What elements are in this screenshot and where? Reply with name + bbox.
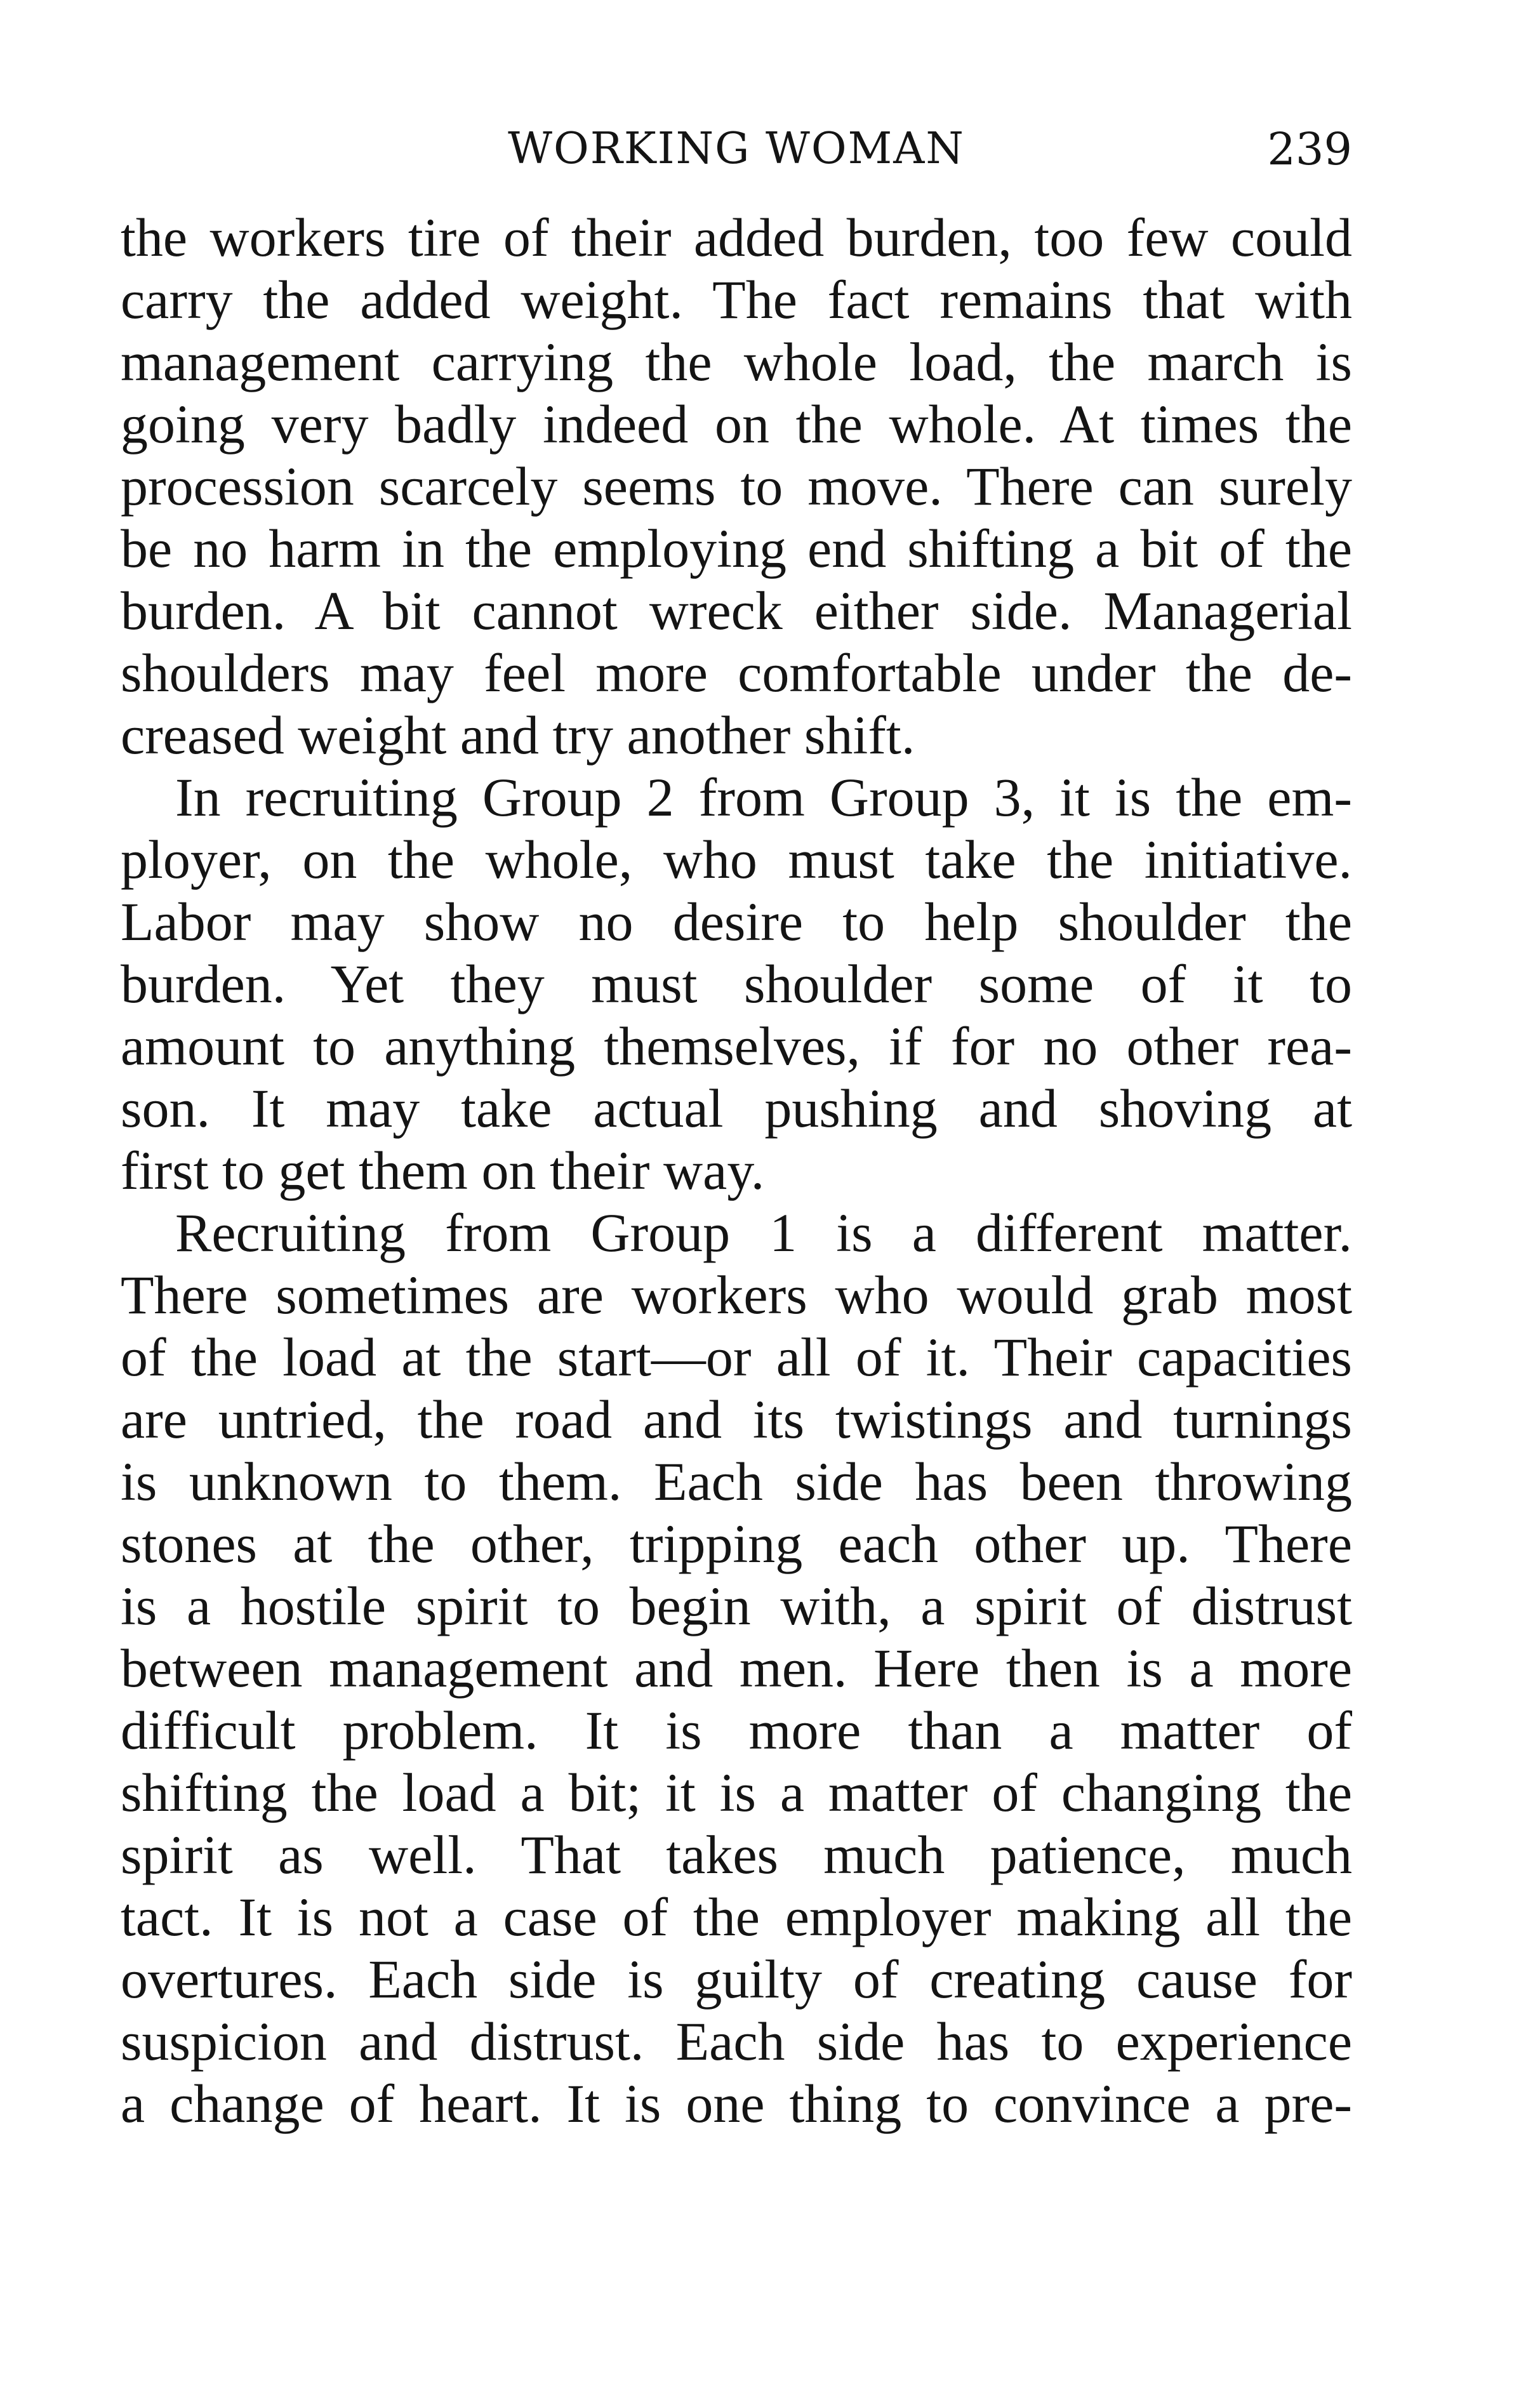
text-line: There sometimes are workers who would grab most (121, 1264, 1352, 1325)
text-line: suspicion and distrust. Each side has to experience (121, 2011, 1352, 2072)
running-head (121, 117, 1352, 181)
body-text (121, 206, 1352, 2135)
text-line: of the load at the start—or all of it. Their capacities (121, 1327, 1352, 1388)
text-line: going very badly indeed on the whole. At times the (121, 394, 1352, 454)
text-line: difficult problem. It is more than a matter of (121, 1700, 1352, 1761)
text-line: are untried, the road and its twistings and turnings (121, 1389, 1352, 1450)
running-title: WORKING WOMAN (508, 124, 965, 174)
text-line: carry the added weight. The fact remains that with (121, 269, 1352, 330)
text-line: Recruiting from Group 1 is a different matter. (175, 1202, 1352, 1263)
text-line: overtures. Each side is guilty of creating cause for (121, 1949, 1352, 2010)
text-line: the workers tire of their added burden, too few could (121, 207, 1352, 268)
text-line: son. It may take actual pushing and shoving at (121, 1078, 1352, 1139)
text-line: be no harm in the employing end shifting a bit of the (121, 518, 1352, 579)
text-line: is unknown to them. Each side has been throwing (121, 1451, 1352, 1512)
text-line: amount to anything themselves, if for no other rea- (121, 1016, 1352, 1077)
text-line: ployer, on the whole, who must take the initiative. (121, 829, 1352, 890)
text-line: shoulders may feel more comfortable under the de- (121, 642, 1352, 703)
text-line: burden. A bit cannot wreck either side. Managerial (121, 580, 1352, 641)
text-line: burden. Yet they must shoulder some of it to (121, 953, 1352, 1014)
text-line: management carrying the whole load, the march is (121, 331, 1352, 392)
text-line: In recruiting Group 2 from Group 3, it is the em- (175, 767, 1352, 828)
text-line: shifting the load a bit; it is a matter of changing the (121, 1762, 1352, 1823)
text-line: is a hostile spirit to begin with, a spirit of distrust (121, 1575, 1352, 1636)
text-line: Labor may show no desire to help shoulder the (121, 891, 1352, 952)
text-line: creased weight and try another shift. (121, 705, 915, 765)
text-line: tact. It is not a case of the employer making all the (121, 1886, 1352, 1947)
text-line: between management and men. Here then is a more (121, 1638, 1352, 1699)
text-line: a change of heart. It is one thing to convince a pre- (121, 2073, 1352, 2134)
text-line: procession scarcely seems to move. There can surely (121, 456, 1352, 517)
text-line: stones at the other, tripping each other up. There (121, 1513, 1352, 1574)
text-line: first to get them on their way. (121, 1140, 765, 1201)
page-number: 239 (1267, 123, 1352, 175)
text-line: spirit as well. That takes much patience, much (121, 1824, 1352, 1885)
